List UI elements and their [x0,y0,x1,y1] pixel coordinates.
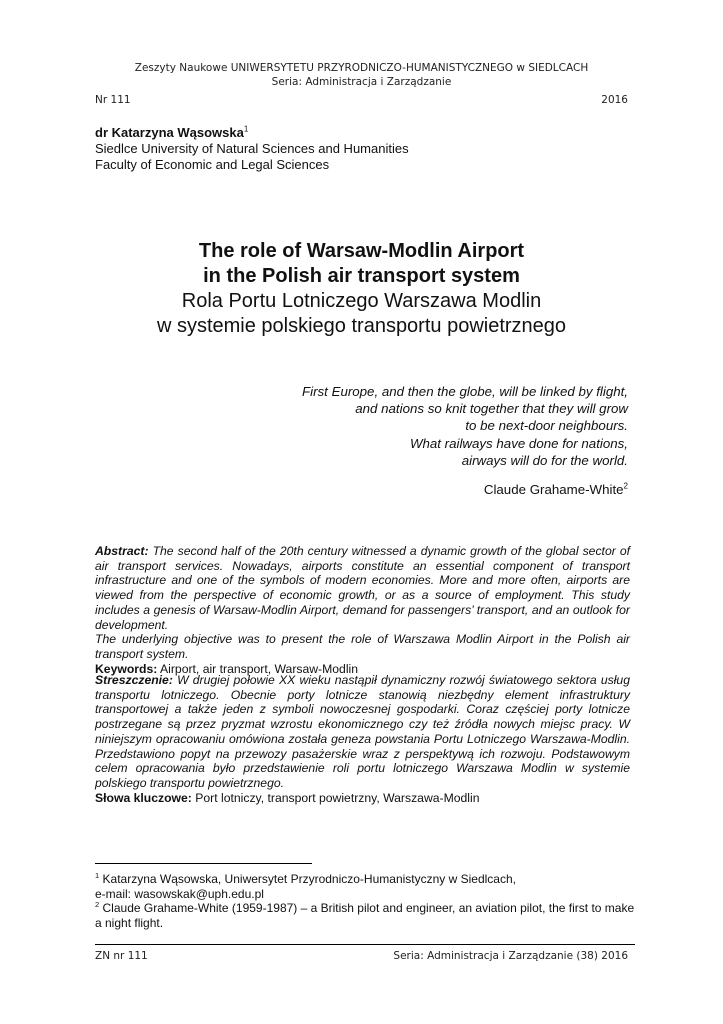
epigraph-line: What railways have done for nations, [409,435,628,451]
polish-title-line-2: w systemie polskiego transportu powietrznego [156,315,567,337]
footnote-ref-2[interactable]: 2 [623,481,628,491]
issue-year: 2016 [601,94,628,106]
author-block [95,125,409,173]
epigraph-line: First Europe, and then the globe, will be linked by flight, [302,384,628,399]
series-title: Seria: Administracja i Zarządzanie [271,76,452,88]
issue-number: Nr 111 [95,94,131,106]
epigraph-line: to be next-door neighbours. [465,418,628,434]
footnote-1 [95,872,635,887]
abstract-text: The second half of the 20th century witnessed a dynamic growth of the global sector of air transport services. Nowadays, airports constitute an essential component of transport infrastructure and one of the symbols of modern economies. More and more often, airports are viewed from the perspective of economic growth, or as a source of employment. This study includes a genesis of Warsaw-Modlin Airport, demand for passengers’ transport, and an outlook for development. [95,544,630,632]
footnote-ref-1[interactable]: 1 [243,124,249,134]
author-name: dr Katarzyna Wąsowska [95,125,244,140]
footnote-text: Claude Grahame-White (1959-1987) – a British pilot and engineer, an aviation pilot, the first to make a night flight. [95,901,635,930]
author-name-line [95,125,409,141]
epigraph-line: airways will do for the world. [461,452,628,468]
epigraph-line: and nations so knit together that they will grow [355,401,628,417]
footnote-divider [95,863,312,864]
footer-left: ZN nr 111 [95,950,148,962]
slowa-kluczowe-text: Port lotniczy, transport powietrzny, Warszawa-Modlin [195,790,480,805]
slowa-kluczowe-label: Słowa kluczowe: [95,790,192,805]
footer-divider [95,944,635,945]
streszczenie-text: W drugiej połowie XX wieku nastąpił dynamiczny rozwój światowego sektora usług transportu lotniczego. Obecnie porty lotnicze stanowią niezbędny element infrastruktury transportowej a także jeden z symboli nowoczesnej gospodarki. Coraz częściej porty lotnicze postrzegane są przez pryzmat wzrostu ekonomicznego czy też źródła nowych miejsc pracy. W niniejszym opracowaniu omówiona została geneza powstania Portu Lotniczego Warszawa-Modlin. Przedstawiono popyt na przewozy pasażerskie wraz z perspektywą ich rozwoju. Podstawowym celem opracowania było przedstawienie roli portu lotniczego Warszawa Modlin w systemie polskiego transportu powietrznego. [95,673,630,790]
author-university: Siedlce University of Natural Sciences and Humanities [95,141,409,156]
abstract [95,544,630,676]
journal-title: Zeszyty Naukowe UNIWERSYTETU PRZYRODNICZO-HUMANISTYCZNEGO w SIEDLCACH [134,62,589,74]
streszczenie [95,673,630,805]
polish-title-line-1: Rola Portu Lotniczego Warszawa Modlin [181,290,542,312]
epigraph-author [484,482,628,497]
title-line-2: in the Polish air transport system [203,265,520,287]
footnote-text: Katarzyna Wąsowska, Uniwersytet Przyrodniczo-Humanistyczny w Siedlcach, [102,872,516,886]
epigraph-author-name: Claude Grahame-White [483,482,624,497]
footnote-2 [95,901,635,930]
footnote-email[interactable]: e-mail: wasowskak@uph.edu.pl [95,886,264,901]
footer-right: Seria: Administracja i Zarządzanie (38) 2016 [393,950,628,962]
streszczenie-label: Streszczenie: [95,673,173,687]
slowa-kluczowe [95,791,630,806]
keywords-text: Airport, air transport, Warsaw-Modlin [160,661,359,676]
footnote-mark: 1 [95,871,100,880]
author-faculty: Faculty of Economic and Legal Sciences [95,157,330,172]
abstract-label: Abstract: [95,544,149,558]
footnote-mark: 2 [95,900,100,909]
keywords-label: Keywords: [95,661,158,676]
epigraph [302,383,628,469]
footnotes [95,872,635,930]
abstract-objective: The underlying objective was to present the role of Warszawa Modlin Airport in the Polish air transport system. [95,632,630,661]
title-line-1: The role of Warsaw-Modlin Airport [198,240,525,262]
